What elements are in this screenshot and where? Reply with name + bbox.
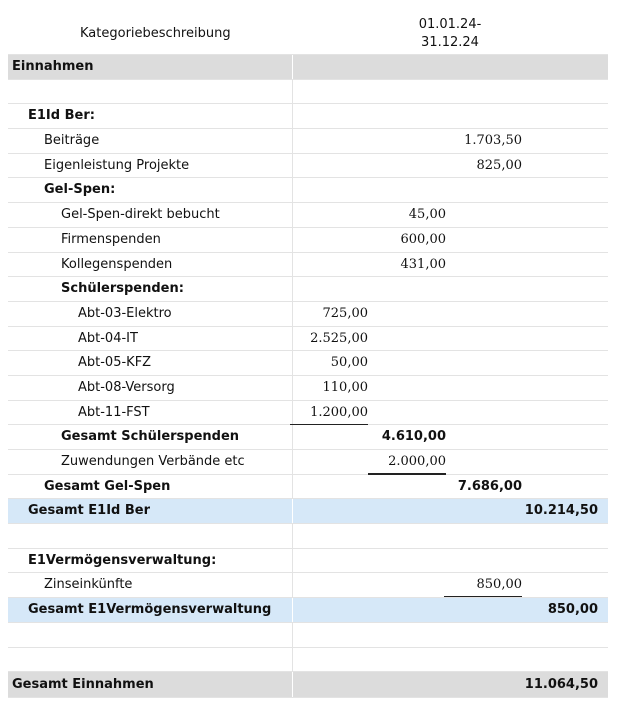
row-amount: 1.703,50: [464, 133, 522, 149]
line-row-abt-03: [8, 302, 608, 327]
row-label: Kollegenspenden: [61, 256, 173, 272]
row-label: Gesamt Einnahmen: [12, 677, 154, 693]
row-label: Gesamt E1Vermögensverwaltung: [28, 602, 272, 618]
group-row-e1id-ber: [8, 104, 608, 129]
row-label: Gesamt Schülerspenden: [61, 429, 240, 445]
total-row-schuelerspenden: [8, 425, 608, 450]
line-row-abt-11: [8, 401, 608, 426]
line-row-abt-08: [8, 376, 608, 401]
row-label: Abt-04-IT: [78, 330, 138, 346]
row-label: E1Vermögensverwaltung:: [28, 552, 217, 568]
row-amount: 600,00: [400, 231, 446, 247]
row-amount: 110,00: [322, 379, 368, 395]
grand-total-row: [8, 672, 608, 698]
line-row-beitraege: [8, 129, 608, 154]
row-amount: 2.000,00: [388, 454, 446, 469]
blank-row: [8, 524, 608, 549]
row-label: Schülerspenden:: [61, 281, 184, 297]
group-row-gel-spen: [8, 178, 608, 203]
total-row-e1id-ber: [8, 499, 608, 524]
row-amount: 850,00: [476, 577, 522, 593]
row-label: Gel-Spen:: [44, 182, 116, 198]
row-amount: 10.214,50: [524, 503, 598, 519]
row-amount: 431,00: [400, 256, 446, 272]
row-amount: 45,00: [408, 207, 446, 223]
line-row-zinseinkuenfte: [8, 573, 608, 598]
row-label: Abt-05-KFZ: [78, 355, 152, 371]
row-label: Beiträge: [44, 133, 100, 149]
row-label: Eigenleistung Projekte: [44, 157, 190, 173]
row-label: Gesamt Gel-Spen: [44, 478, 171, 494]
line-row-firmenspenden: [8, 228, 608, 253]
row-label: Einnahmen: [12, 59, 94, 74]
line-row-zuwendungen: [8, 450, 608, 475]
line-row-abt-05: [8, 351, 608, 376]
period-start: 01.01.24-: [418, 17, 482, 32]
period-column-header: [400, 16, 500, 52]
row-label: Abt-08-Versorg: [78, 379, 175, 395]
blank-row: [8, 648, 608, 673]
section-row-einnahmen: [8, 55, 608, 80]
row-amount: 2.525,00: [310, 330, 368, 346]
row-amount: 825,00: [476, 157, 522, 173]
row-label: Gel-Spen-direkt bebucht: [61, 207, 220, 223]
row-amount: 725,00: [322, 305, 368, 321]
row-amount: 1.200,00: [310, 404, 368, 420]
description-column-header: Kategoriebeschreibung: [80, 26, 231, 41]
row-amount: 11.064,50: [524, 677, 598, 693]
row-label: Abt-11-FST: [78, 404, 150, 420]
row-label: Firmenspenden: [61, 231, 161, 247]
row-amount: 7.686,00: [457, 478, 522, 494]
row-label: Zinseinkünfte: [44, 577, 133, 593]
row-label: Zuwendungen Verbände etc: [61, 454, 245, 469]
line-row-eigenleistung: [8, 154, 608, 179]
blank-row: [8, 623, 608, 648]
total-row-vermoegensverwaltung: [8, 598, 608, 623]
period-end: 31.12.24: [421, 35, 479, 50]
line-row-kollegenspenden: [8, 253, 608, 278]
row-amount: 50,00: [330, 355, 368, 371]
report-sheet: [8, 10, 608, 698]
report-header: [8, 10, 608, 55]
row-amount: 850,00: [547, 602, 598, 618]
row-label: Abt-03-Elektro: [78, 305, 172, 321]
group-row-schuelerspenden: [8, 277, 608, 302]
row-amount: 4.610,00: [381, 429, 446, 445]
total-row-gel-spen: [8, 475, 608, 500]
line-row-gel-spen-direkt: [8, 203, 608, 228]
line-row-abt-04: [8, 327, 608, 352]
row-label: Gesamt E1Id Ber: [28, 503, 151, 519]
blank-row: [8, 80, 608, 105]
group-row-vermoegensverwaltung: [8, 549, 608, 574]
row-label: E1Id Ber:: [28, 108, 95, 124]
